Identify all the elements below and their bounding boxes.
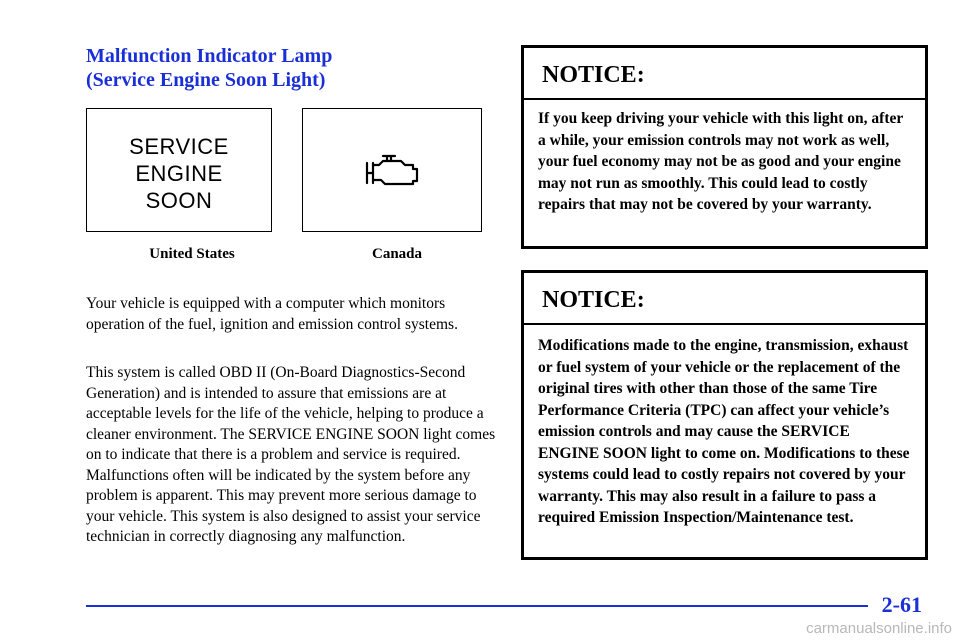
notice-text-1: If you keep driving your vehicle with this light on, after a while, your emission controls may not work as well, your fuel economy may not be as good and your engine may not run as smoothly. This could lead to costly repairs that may not be covered by your warranty.	[538, 110, 903, 213]
notice-heading-2: NOTICE:	[524, 273, 925, 325]
us-caption: United States	[149, 246, 235, 262]
page-number: 2-61	[881, 592, 922, 617]
watermark: carmanualsonline.info	[806, 620, 952, 637]
body-paragraph-2: This system is called OBD II (On-Board Diagnostics-Second Generation) and is intended to assure that emissions are at acceptable levels for the life of the vehicle, helping to produce a cleaner environment. The SERVICE ENGINE SOON light comes on to indicate that there is a problem and service is required. Malfunctions often will be indicated by the system before any problem is apparent. This may prevent more serious damage to your vehicle. This system is also designed to assist your service technician in correctly diagnosing any malfunction.	[86, 364, 496, 545]
section-title	[86, 44, 332, 92]
us-lamp-panel	[86, 108, 272, 232]
us-lamp-line-2: ENGINE	[135, 161, 223, 186]
notice-heading-1: NOTICE:	[524, 48, 925, 100]
notice-text-2: Modifications made to the engine, transmission, exhaust or fuel system of your vehicle or the replacement of the original tires with other than those of the same Tire Performance Criteria (TPC) can affect your vehicle’s emission controls and may cause the SERVICE ENGINE SOON light to come on. Modifications to these systems could lead to costly repairs not covered by your warranty. This may also result in a failure to pass a required Emission Inspection/Maintenance test.	[538, 337, 910, 526]
section-title-line1: Malfunction Indicator Lamp	[86, 45, 333, 67]
canada-caption: Canada	[371, 246, 423, 262]
footer-rule	[86, 605, 868, 607]
us-lamp-line-3: SOON	[145, 188, 213, 213]
check-engine-icon	[361, 151, 431, 191]
section-title-line2: (Service Engine Soon Light)	[86, 69, 326, 91]
us-lamp-line-1: SERVICE	[129, 134, 229, 159]
canada-lamp-panel	[302, 108, 482, 232]
us-lamp-text	[87, 133, 271, 214]
notice-box-2	[521, 270, 928, 560]
notice-box-1	[521, 45, 928, 249]
body-paragraph-1: Your vehicle is equipped with a computer which monitors operation of the fuel, ignition and emission control systems.	[86, 295, 458, 333]
